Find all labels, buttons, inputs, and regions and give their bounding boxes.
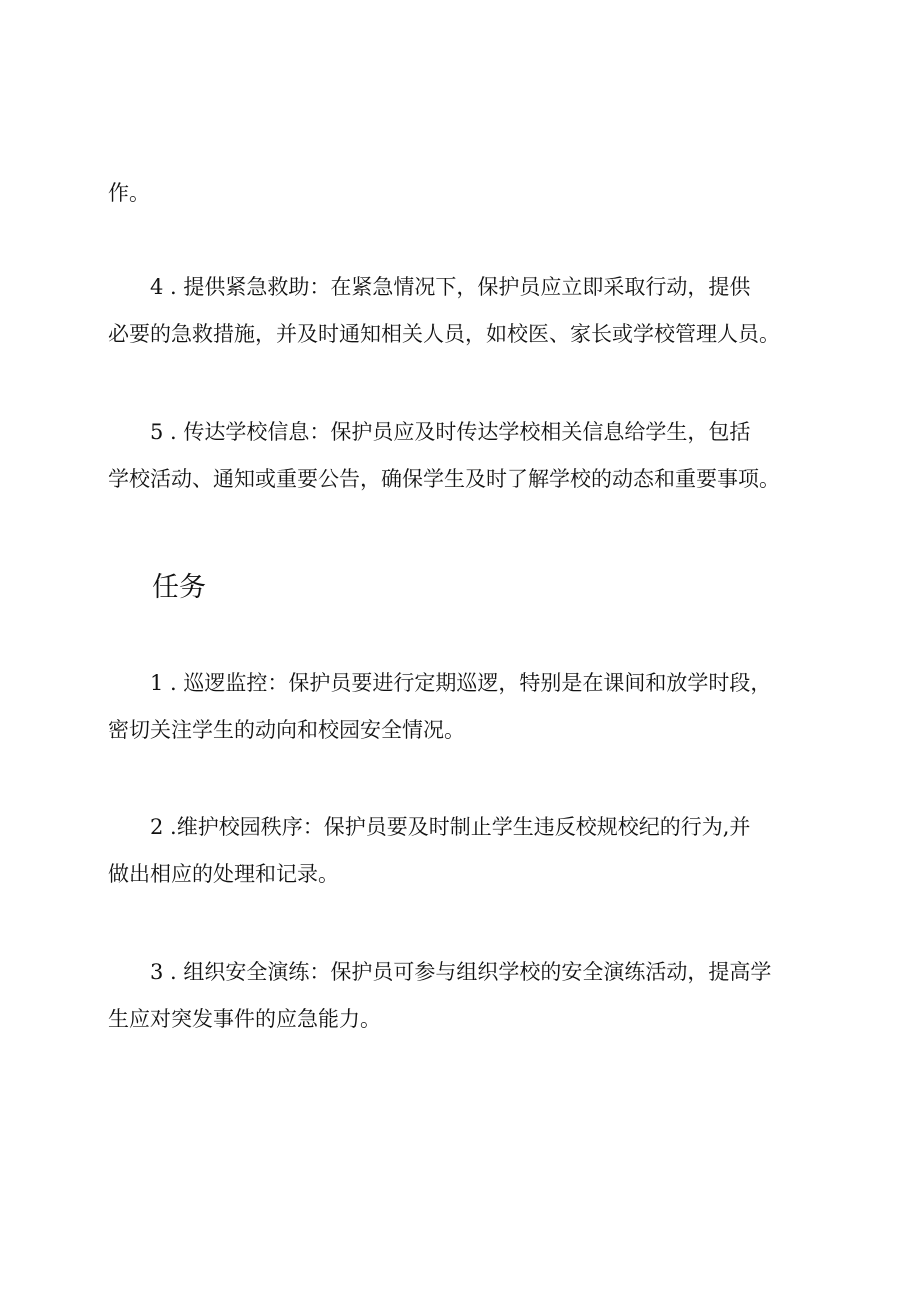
paragraph-line: 4 . 提供紧急救助：在紧急情况下，保护员应立即采取行动，提供: [150, 275, 751, 299]
responsibility-item-5: [108, 409, 824, 503]
responsibility-item-4: [108, 264, 824, 358]
task-item-2: [108, 804, 824, 898]
paragraph-line: 3 . 组织安全演练：保护员可参与组织学校的安全演练活动，提高学: [150, 960, 772, 984]
paragraph-line: 必要的急救措施，并及时通知相关人员，如校医、家长或学校管理人员。: [108, 322, 780, 346]
continuation-paragraph: [108, 170, 824, 217]
paragraph-line: 做出相应的处理和记录。: [108, 862, 339, 886]
paragraph-line: 学校活动、通知或重要公告，确保学生及时了解学校的动态和重要事项。: [108, 467, 780, 491]
section-heading-tasks: 任务: [152, 572, 206, 603]
task-item-3: [108, 949, 824, 1043]
paragraph-line: 作。: [108, 181, 150, 205]
paragraph-line: 生应对突发事件的应急能力。: [108, 1007, 381, 1031]
paragraph-line: 5 . 传达学校信息：保护员应及时传达学校相关信息给学生，包括: [150, 420, 751, 444]
paragraph-line: 密切关注学生的动向和校园安全情况。: [108, 718, 465, 742]
paragraph-line: 1 . 巡逻监控：保护员要进行定期巡逻，特别是在课间和放学时段，: [150, 671, 772, 695]
paragraph-line: 2 .维护校园秩序：保护员要及时制止学生违反校规校纪的行为,并: [150, 815, 751, 839]
task-item-1: [108, 660, 824, 754]
